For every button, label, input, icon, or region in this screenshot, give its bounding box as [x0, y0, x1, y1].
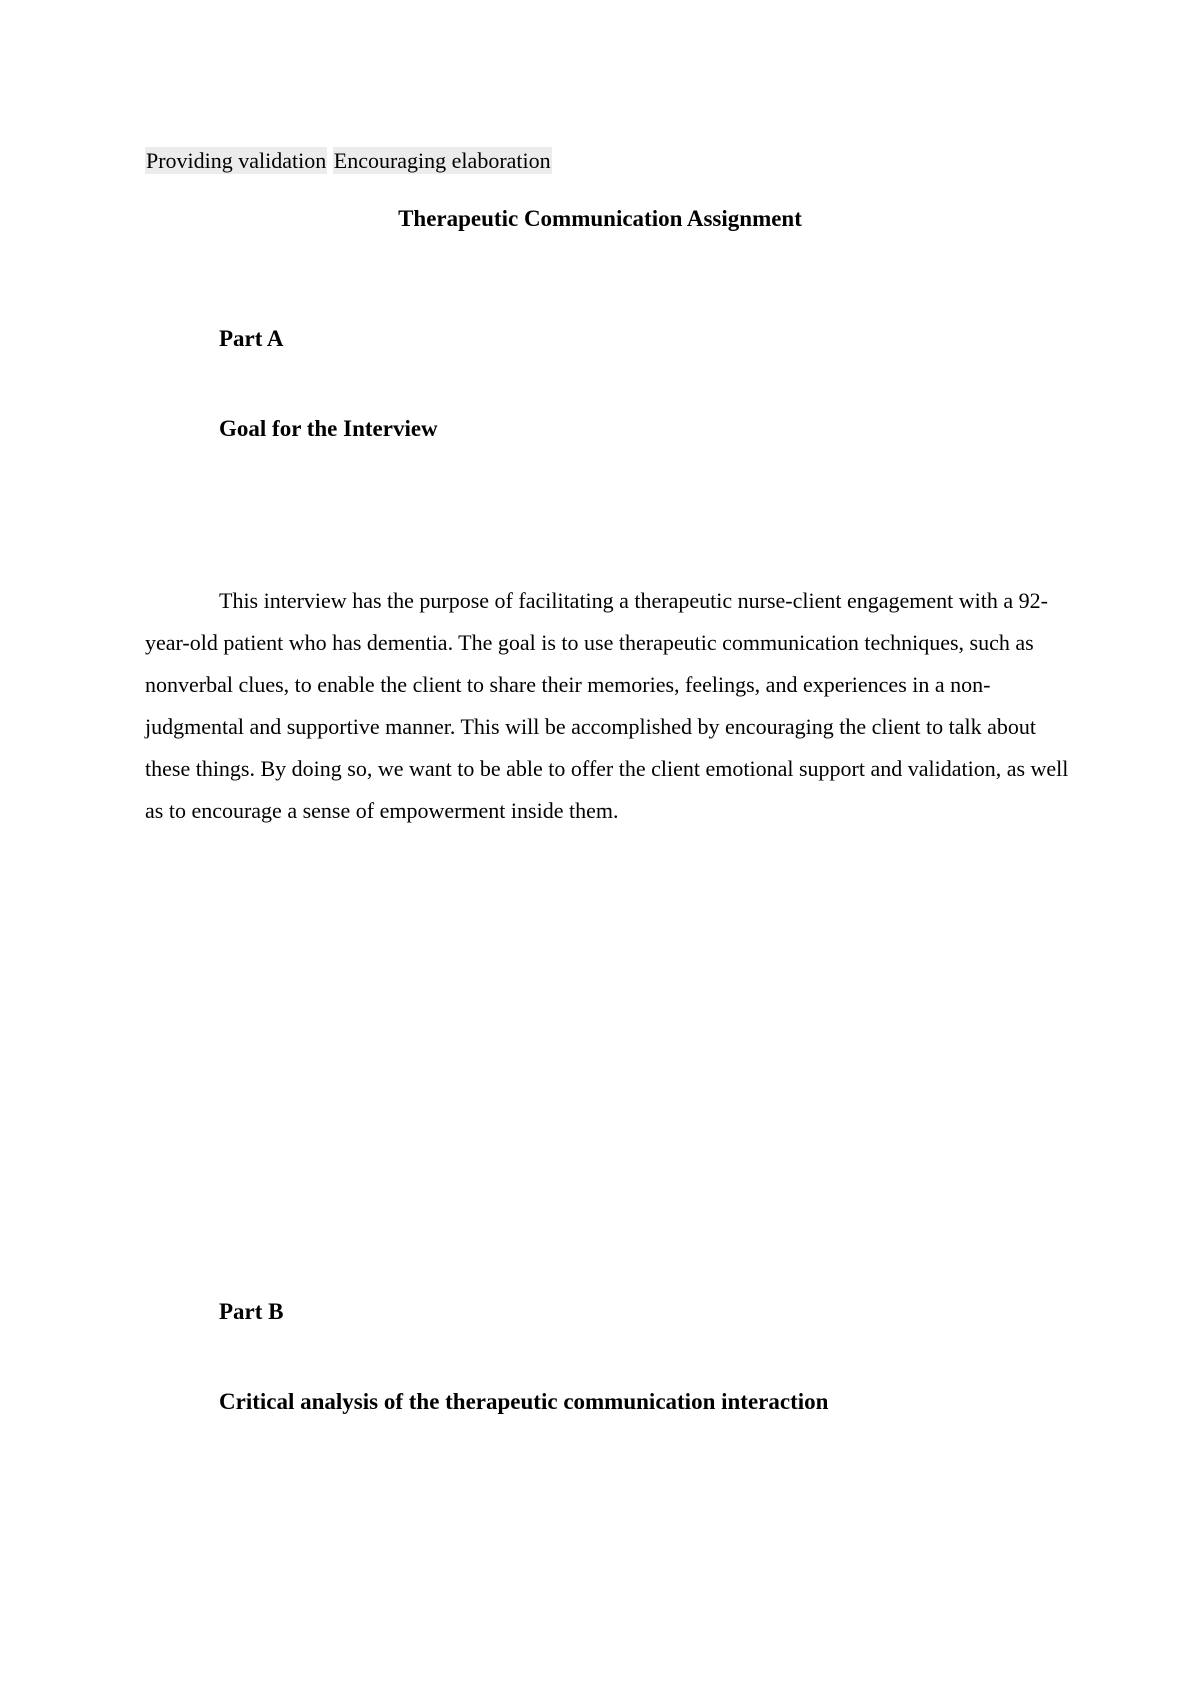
goal-heading: Goal for the Interview — [219, 416, 438, 441]
goal-paragraph: This interview has the purpose of facilitating a therapeutic nurse-client engagement with a 92-year-old patient who has dementia. The goal is to use therapeutic communication techniques, such as nonverbal clues, to enable the client to share their memories, feelings, and experiences in a non-judgmental and supportive manner. This will be accomplished by encouraging the client to talk about these things. By doing so, we want to be able to offer the client emotional support and validation, as well as to encourage a sense of empowerment inside them. — [145, 588, 1069, 823]
document-title: Therapeutic Communication Assignment — [398, 206, 802, 231]
header-tags — [145, 145, 552, 177]
critical-analysis-heading: Critical analysis of the therapeutic communication interaction — [219, 1389, 829, 1414]
part-b-label: Part B — [219, 1299, 284, 1324]
tag-encouraging-elaboration: Encouraging elaboration — [333, 148, 551, 173]
tag-providing-validation: Providing validation — [146, 148, 327, 173]
part-a-label: Part A — [219, 326, 284, 351]
